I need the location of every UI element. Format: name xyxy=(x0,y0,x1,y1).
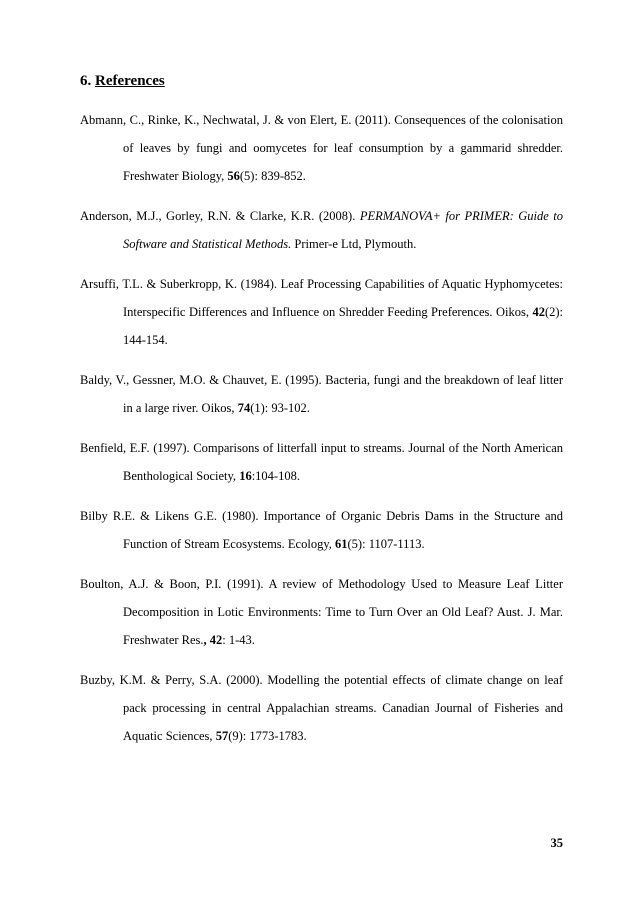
reference-item xyxy=(80,666,563,750)
reference-item xyxy=(80,270,563,354)
reference-text: Abmann, C., Rinke, K., Nechwatal, J. & von Elert, E. (2011). Consequences of the colonisation of leaves by fungi and oomycetes for leaf consumption by a gammarid shredder. Freshwater Biology, xyxy=(80,113,563,183)
reference-volume: 16 xyxy=(239,469,252,483)
reference-volume: , 42 xyxy=(203,633,223,647)
reference-volume: 42 xyxy=(532,305,545,319)
reference-volume: 57 xyxy=(215,729,229,743)
reference-text: Anderson, M.J., Gorley, R.N. & Clarke, K.R. (2008). xyxy=(80,209,360,223)
reference-text: Arsuffi, T.L. & Suberkropp, K. (1984). Leaf Processing Capabilities of Aquatic Hyphomycetes: Interspecific Differences and Influence on Shredder Feeding Preferences. Oikos, xyxy=(80,277,563,319)
reference-italic-title: PERMANOVA+ for PRIMER: Guide to Software and Statistical Methods. xyxy=(123,209,563,251)
reference-list xyxy=(80,106,563,762)
section-number: 6. xyxy=(80,73,92,89)
reference-pages: (9): 1773-1783. xyxy=(228,729,307,743)
reference-pages: (2): 144-154. xyxy=(123,305,563,347)
reference-text: Benfield, E.F. (1997). Comparisons of litterfall input to streams. Journal of the North American Benthological Society, xyxy=(80,441,563,483)
reference-item xyxy=(80,434,563,490)
reference-pages: :104-108. xyxy=(251,469,300,483)
reference-pages: (5): 839-852. xyxy=(239,169,306,183)
reference-volume: 61 xyxy=(335,537,348,551)
section-title: References xyxy=(95,73,165,89)
reference-text: Baldy, V., Gessner, M.O. & Chauvet, E. (1995). Bacteria, fungi and the breakdown of leaf litter in a large river. Oikos, xyxy=(80,373,563,415)
reference-volume: 56 xyxy=(227,169,240,183)
reference-item xyxy=(80,570,563,654)
reference-item xyxy=(80,366,563,422)
page-number: 35 xyxy=(550,836,563,850)
reference-publisher: Primer-e Ltd, Plymouth. xyxy=(291,237,417,251)
section-heading xyxy=(80,71,165,91)
reference-item xyxy=(80,202,563,258)
reference-text: Buzby, K.M. & Perry, S.A. (2000). Modelling the potential effects of climate change on leaf pack processing in central Appalachian streams. Canadian Journal of Fisheries and Aquatic Sciences, xyxy=(80,673,563,743)
reference-item xyxy=(80,106,563,190)
reference-text: Boulton, A.J. & Boon, P.I. (1991). A review of Methodology Used to Measure Leaf Litter Decomposition in Lotic Environments: Time to Turn Over an Old Leaf? Aust. J. Mar. Freshwater Res. xyxy=(80,577,563,647)
reference-item xyxy=(80,502,563,558)
reference-text: Bilby R.E. & Likens G.E. (1980). Importance of Organic Debris Dams in the Structure and Function of Stream Ecosystems. Ecology, xyxy=(80,509,563,551)
reference-pages: : 1-43. xyxy=(222,633,255,647)
reference-pages: (1): 93-102. xyxy=(250,401,310,415)
reference-volume: 74 xyxy=(237,401,251,415)
reference-pages: (5): 1107-1113. xyxy=(347,537,425,551)
